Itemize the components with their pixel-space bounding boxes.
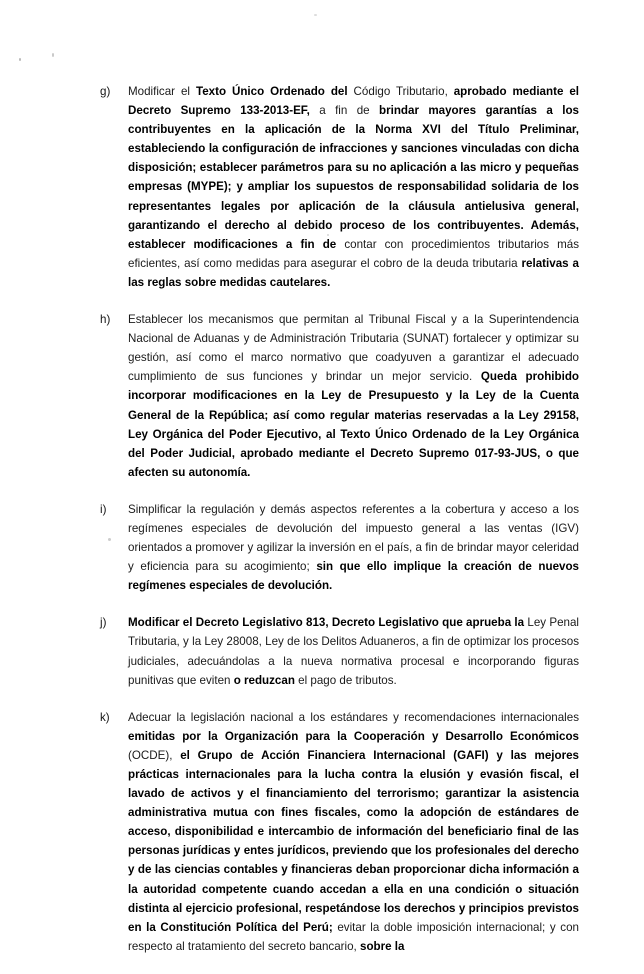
- clause-text: Modificar el Texto Único Ordenado del Código Tributario, aprobado mediante el Decreto Supremo 133-2013-EF, a fin de brindar mayores garantías a los contribuyentes en la aplicación de la Norma XVI del Título Preliminar, estableciendo la configuración de infracciones y sanciones vinculadas con dicha disposición; establecer parámetros para su no aplicación a las micro y pequeñas empresas (MYPE); y ampliar los supuestos de responsabilidad solidaria de los representantes legales por aplicación de la cláusula antielusiva general, garantizando el derecho al debido proceso de los contribuyentes. Además, establecer modificaciones a fin de contar con procedimientos tributarios más eficientes, así como medidas para asegurar el cobro de la deuda tributaria relativas a las reglas sobre medidas cautelares.: [128, 85, 580, 289]
- clause-item: [99, 82, 579, 292]
- clause-text: Simplificar la regulación y demás aspectos referentes a la cobertura y acceso a los regímenes especiales de devolución del impuesto general a las ventas (IGV) orientados a promover y agilizar la inversión en el país, a fin de brindar mayor celeridad y eficiencia para su acogimiento; sin que ello implique la creación de nuevos regímenes especiales de devolución.: [128, 502, 580, 593]
- clause-marker: k): [100, 710, 110, 724]
- clause-item: [99, 310, 579, 482]
- clause-item: [99, 613, 579, 689]
- clause-marker: h): [100, 313, 111, 327]
- clause-item: [99, 708, 579, 956]
- scan-speck-icon: [19, 58, 21, 61]
- clause-marker: i): [100, 502, 107, 516]
- clause-text: Modificar el Decreto Legislativo 813, Decreto Legislativo que aprueba la Ley Penal Tributaria, y la Ley 28008, Ley de los Delitos Aduaneros, a fin de optimizar los procesos judiciales, adecuándolas a la nueva normativa procesal e incorporando figuras punitivas que eviten o reduzcan el pago de tributos.: [128, 616, 579, 687]
- clause-text: Adecuar la legislación nacional a los estándares y recomendaciones internacionales emitidas por la Organización para la Cooperación y Desarrollo Económicos (OCDE), el Grupo de Acción Financiera Internacional (GAFI) y las mejores prácticas internacionales para la lucha contra la elusión y evasión fiscal, el lavado de activos y el financiamiento del terrorismo; garantizar la asistencia administrativa mutua con fines fiscales, como la adopción de estándares de acceso, disponibilidad e intercambio de información del beneficiario final de las personas jurídicas y entes jurídicos, previendo que los profesionales del derecho y de las ciencias contables y financieras deban proporcionar dicha información a la autoridad competente cuando accedan a ella en una condición o situación distinta al ejercicio profesional, respetándose los derechos y principios previstos en la Constitución Política del Perú; evitar la doble imposición internacional; y con respecto al tratamiento del secreto bancario, sobre la: [128, 710, 579, 953]
- scan-speck-icon: [314, 14, 317, 16]
- scan-speck-icon: [52, 53, 54, 57]
- clause-item: [99, 500, 579, 595]
- clause-marker: g): [100, 85, 111, 98]
- clause-text: Establecer los mecanismos que permitan al Tribunal Fiscal y a la Superintendencia Nacional de Aduanas y de Administración Tributaria (SUNAT) fortalecer y optimizar su gestión, así como el marco normativo que coadyuven a garantizar el adecuado cumplimiento de sus funciones y brindar un mejor servicio. Queda prohibido incorporar modificaciones en la Ley de Presupuesto y la Ley de la Cuenta General de la República; así como regular materias reservadas a la Ley 29158, Ley Orgánica del Poder Ejecutivo, al Texto Único Ordenado de la Ley Orgánica del Poder Judicial, aprobado mediante el Decreto Supremo 017-93-JUS, o que afecten su autonomía.: [128, 313, 579, 479]
- document-body: [99, 82, 579, 974]
- clause-marker: j): [100, 616, 107, 630]
